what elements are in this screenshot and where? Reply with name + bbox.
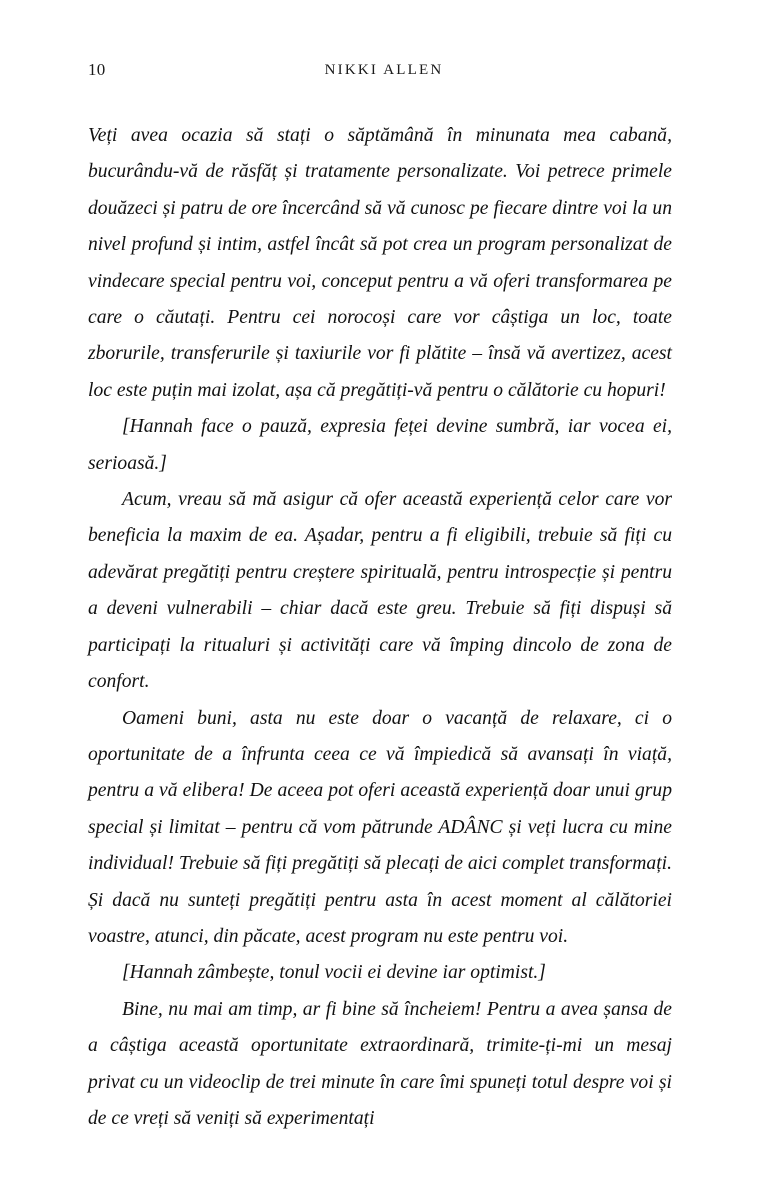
paragraph: [Hannah face o pauză, expresia feței devine sumbră, iar vocea ei, serioasă.] <box>88 416 672 474</box>
paragraph: Bine, nu mai am timp, ar fi bine să încheiem! Pentru a avea șansa de a câștiga această oportunitate extraordinară, trimite-ți-mi un mesaj privat cu un videoclip de trei minute în care îmi spuneți totul despre voi și de ce vreți să veniți să experimentați <box>88 998 672 1129</box>
author-running-head: NIKKI ALLEN <box>324 62 444 78</box>
page-number: 10 <box>88 60 106 79</box>
paragraph: Oameni buni, asta nu este doar o vacanță de relaxare, ci o oportunitate de a înfrunta ceea ce vă împiedică să avansați în viață, pentru a vă elibera! De aceea pot oferi această experiență doar unui grup special și limitat – pentru că vom pătrunde ADÂNC și veți lucra cu mine individual! Trebuie să fiți pregătiți să plecați de aici complet transformați. Și dacă nu sunteți pregătiți pentru asta în acest moment al călătoriei voastre, atunci, din păcate, acest program nu este pentru voi. <box>88 707 672 947</box>
paragraph: Veți avea ocazia să stați o săptămână în minunata mea cabană, bucurându-vă de răsfăț și tratamente personalizate. Voi petrece primele douăzeci și patru de ore încercând să vă cunosc pe fiecare dintre voi la un nivel profund și intim, astfel încât să pot crea un program personalizat de vindecare special pentru voi, conceput pentru a vă oferi transformarea pe care o căutați. Pentru cei norocoși care vor câștiga un loc, toate zborurile, transferurile și taxiurile vor fi plătite – însă vă avertizez, acest loc este puțin mai izolat, așa că pregătiți-vă pentru o călătorie cu hopuri! <box>88 125 672 401</box>
body-text-block <box>88 118 672 1137</box>
paragraph: Acum, vreau să mă asigur că ofer această experiență celor care vor beneficia la maxim de ea. Așadar, pentru a fi eligibili, trebuie să fiți cu adevărat pregătiți pentru creștere spirituală, pentru introspecție și pentru a deveni vulnerabili – chiar dacă este greu. Trebuie să fiți dispuși să participați la ritualuri și activități care vă împing dincolo de zona de confort. <box>88 489 672 693</box>
paragraph: [Hannah zâmbește, tonul vocii ei devine iar optimist.] <box>122 962 546 984</box>
running-header <box>88 60 680 80</box>
